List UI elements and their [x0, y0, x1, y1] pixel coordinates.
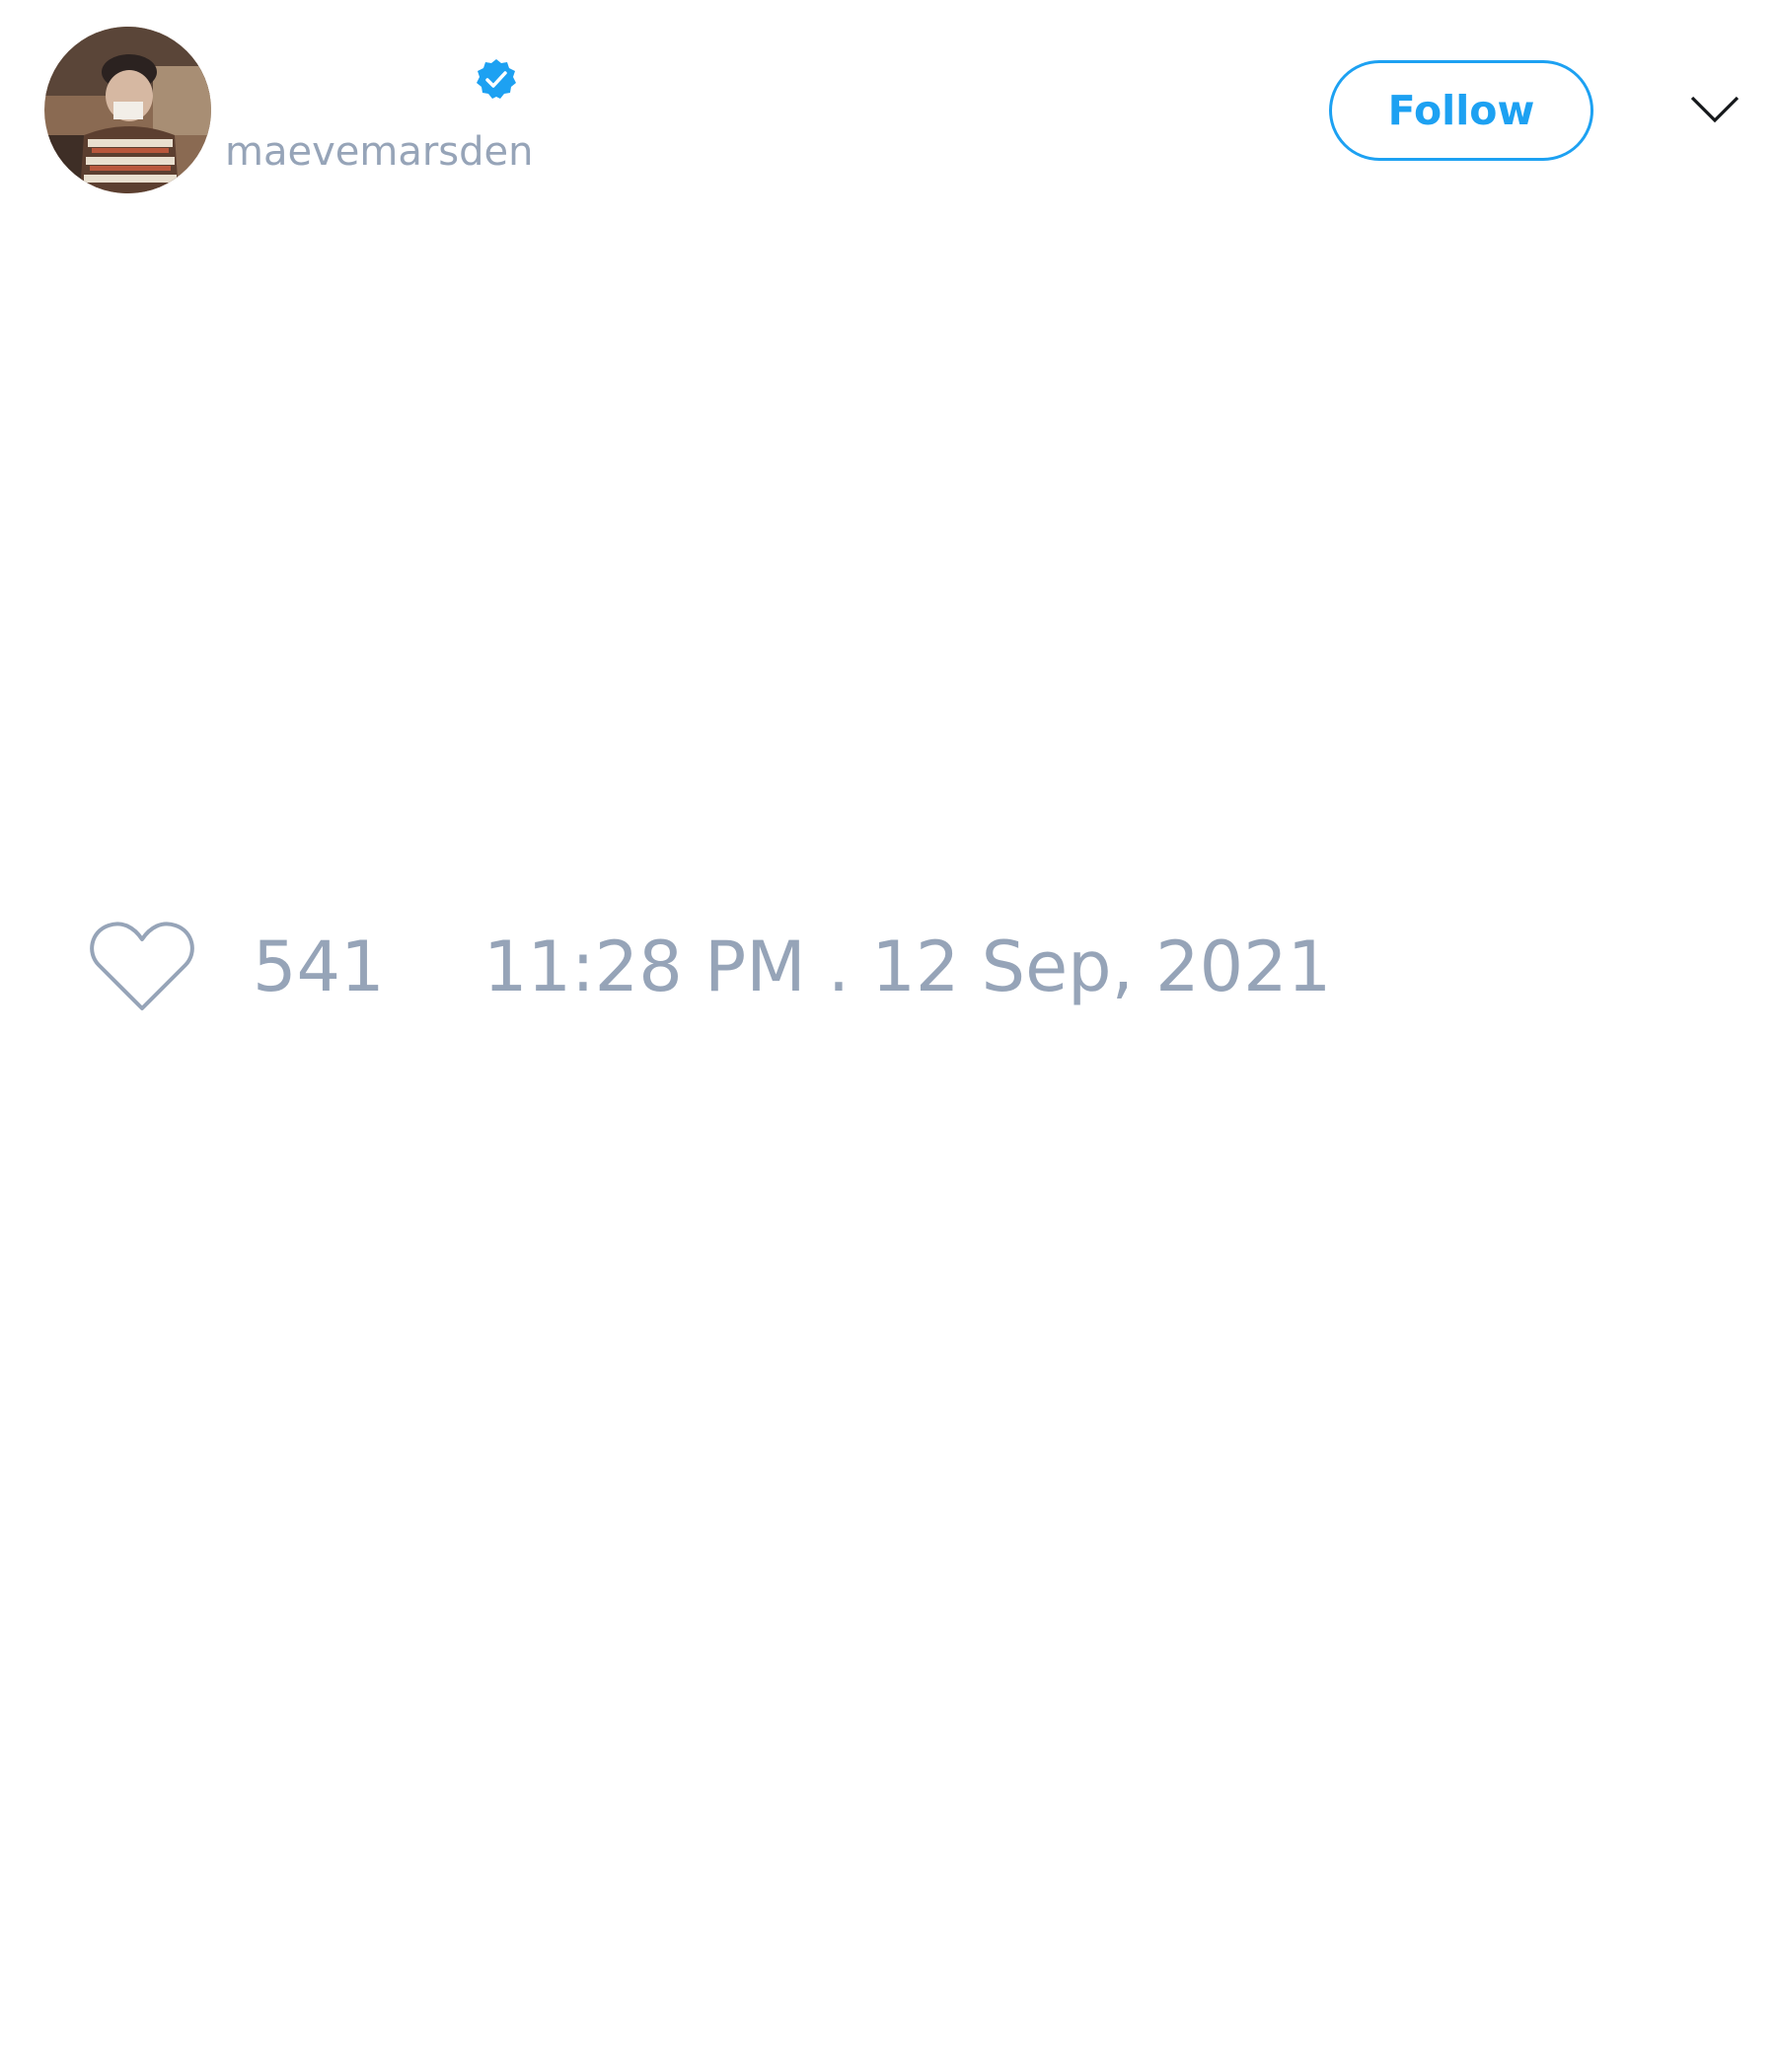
author-handle[interactable]: maevemarsden	[225, 129, 534, 175]
avatar-photo	[44, 27, 211, 193]
like-count: 541	[253, 926, 385, 1007]
chevron-down-icon[interactable]	[1689, 91, 1740, 128]
heart-icon[interactable]	[89, 918, 195, 1016]
tweet-timestamp[interactable]: 11:28 PM . 12 Sep, 2021	[483, 926, 1332, 1007]
follow-button[interactable]: Follow	[1329, 60, 1593, 161]
avatar[interactable]	[44, 27, 211, 193]
verified-badge-icon	[474, 57, 519, 103]
